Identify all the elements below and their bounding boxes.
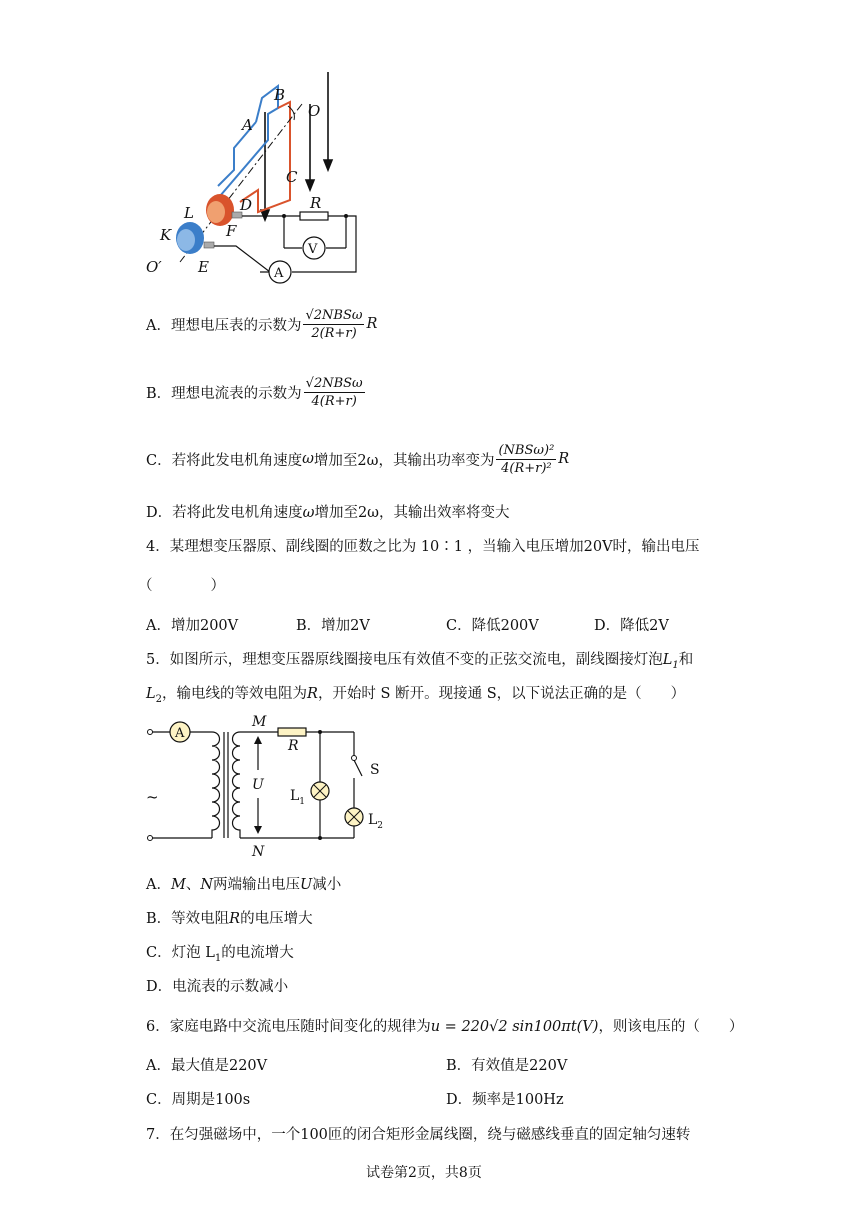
label-L1: $L_1$ <box>290 788 306 807</box>
fraction: $\frac{\text{√2NBSω}}{4(R+r)}$ <box>305 375 363 409</box>
label-A: A <box>242 116 253 134</box>
label-U: U <box>252 777 264 793</box>
q5-stem-line1: 5．如图所示，理想变压器原线圈接电压有效值不变的正弦交流电，副线圈接灯泡$L_1$和 <box>146 652 694 671</box>
label-O-prime: O′ <box>146 258 162 276</box>
q4-option-a: A．增加200V <box>146 618 239 634</box>
ac-source-symbol: ~ <box>146 788 159 806</box>
q4-stem: 4．某理想变压器原、副线圈的匝数之比为 10∶1 ，当输入电压增加20V时，输出电压 <box>146 539 700 555</box>
q6-formula: u = 220√2 sin100πt(V) <box>430 1019 599 1035</box>
q5-option-d: D．电流表的示数减小 <box>146 979 289 995</box>
label-D: D <box>240 196 253 214</box>
label-L: L <box>184 204 194 222</box>
fraction: $\frac{\text{(NBSω)²}}{\text{4(R+r)²}}$ <box>498 442 555 476</box>
q6-option-b: B．有效值是220V <box>446 1058 568 1074</box>
q6-option-a: A．最大值是220V <box>146 1058 268 1074</box>
q4-option-c: C．降低200V <box>446 618 539 634</box>
generator-figure <box>140 62 380 284</box>
q3-option-b: B．理想电流表的示数为 $\frac{\text{√2NBSω}}{4(R+r)}$ <box>146 375 363 409</box>
q5-option-c: C．灯泡 $L_1$的电流增大 <box>146 945 294 964</box>
q6-option-d: D．频率是100Hz <box>446 1092 564 1108</box>
fraction: $\frac{\text{√2NBSω}}{2(R+r)}$ <box>305 307 363 341</box>
q3-option-a: A．理想电压表的示数为 $\frac{\text{√2NBSω}}{2(R+r)}$ R <box>146 307 378 341</box>
label-E: E <box>198 258 209 276</box>
q3-option-c: C．若将此发电机角速度 ω 增加至2ω，其输出功率变为 $\frac{\text{(NBSω)²}}{\text{4(R+r)²}}$ R <box>146 442 570 476</box>
label-C: C <box>286 168 298 186</box>
q5-option-b: B．等效电阻R的电压增大 <box>146 911 313 927</box>
label-R: R <box>310 194 322 212</box>
voltmeter-label: V <box>308 242 318 257</box>
label-K: K <box>160 226 172 244</box>
q6-option-c: C．周期是100s <box>146 1092 251 1108</box>
q3-option-d: D．若将此发电机角速度ω增加至2ω，其输出效率将变大 <box>146 505 510 521</box>
label-N: N <box>252 844 265 860</box>
q4-answer-paren: （ ） <box>138 578 225 594</box>
label-S: S <box>370 762 380 778</box>
label-M: M <box>252 714 267 730</box>
q4-option-d: D．降低2V <box>594 618 669 634</box>
transformer-figure <box>140 712 390 862</box>
label-L2: $L_2$ <box>368 812 384 831</box>
label-O: O <box>308 102 321 120</box>
q5-option-a: A．M、N两端输出电压U减小 <box>146 877 342 893</box>
q4-option-b: B．增加2V <box>296 618 370 634</box>
q5-stem-line2: $L_2$，输电线的等效电阻为R，开始时 S 断开。现接通 S，以下说法正确的是（ ） <box>146 686 686 705</box>
ammeter-label: A <box>175 726 185 741</box>
label-R: R <box>288 738 299 754</box>
q7-stem: 7．在匀强磁场中，一个100匝的闭合矩形金属线圈，绕与磁感线垂直的固定轴匀速转 <box>146 1127 691 1143</box>
label-B: B <box>274 86 286 104</box>
label-F: F <box>226 222 237 240</box>
ammeter-label: A <box>274 266 284 281</box>
q6-stem: 6．家庭电路中交流电压随时间变化的规律为u = 220√2 sin100πt(V)，则该电压的（ ） <box>146 1019 744 1035</box>
page-footer: 试卷第2页，共8页 <box>366 1165 482 1181</box>
